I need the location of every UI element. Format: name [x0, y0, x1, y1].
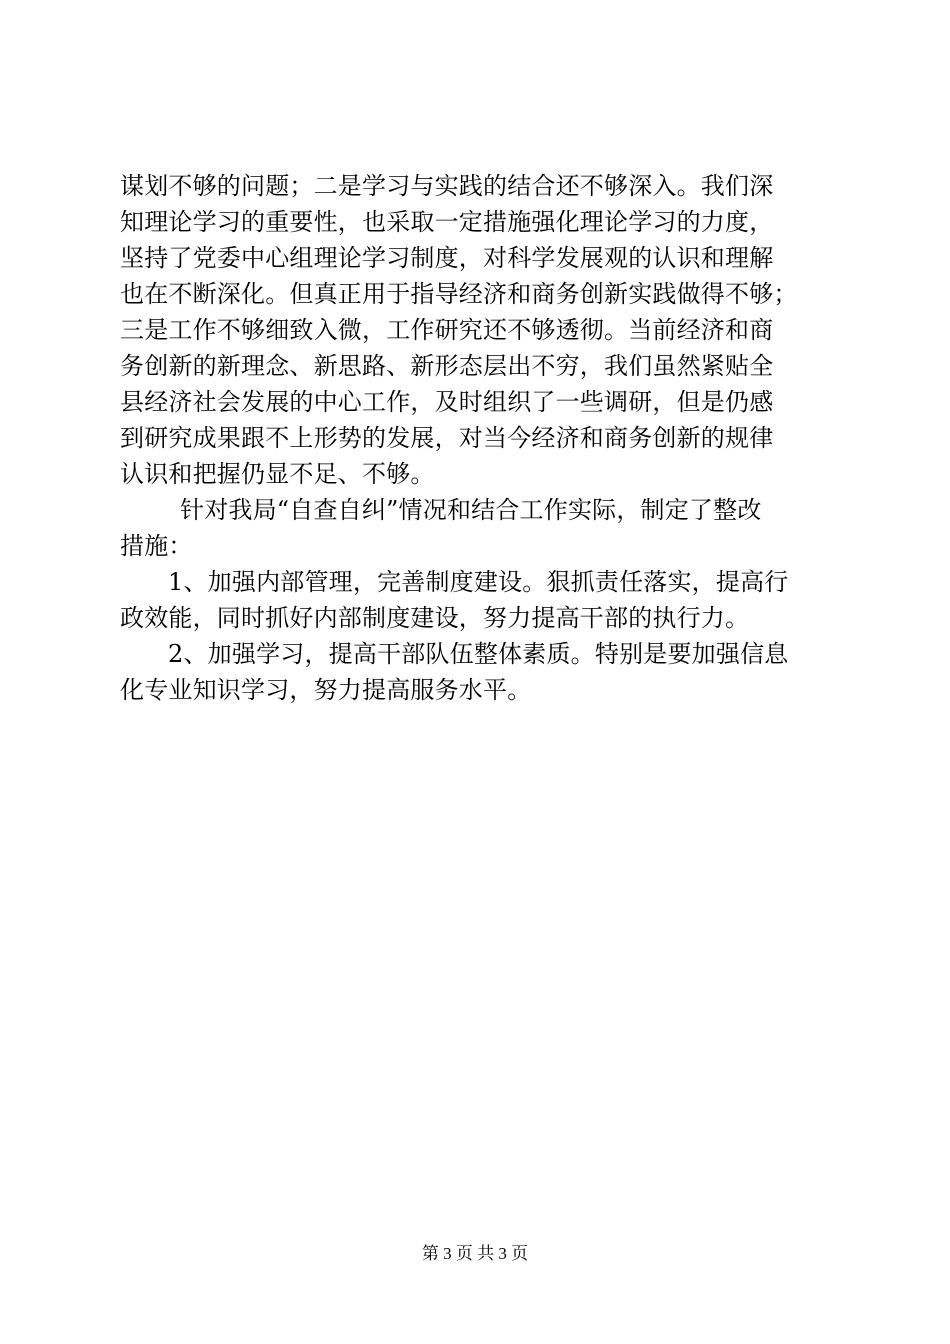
paragraph-start-line: 针对我局“自查自纠”情况和结合工作实际，制定了整改 [180, 496, 762, 524]
text-line: 务创新的新理念、新思路、新形态层出不穷，我们虽然紧贴全 [120, 352, 774, 380]
text-line: 措施： [120, 532, 193, 560]
text-line: 三是工作不够细致入微，工作研究还不够透彻。当前经济和商 [120, 316, 774, 344]
document-body [120, 168, 840, 708]
text-line: 也在不断深化。但真正用于指导经济和商务创新实践做得不够； [120, 280, 798, 308]
list-item-2-start: 2、加强学习，提高干部队伍整体素质。特别是要加强信息 [168, 640, 789, 668]
text-line: 坚持了党委中心组理论学习制度，对科学发展观的认识和理解 [120, 244, 774, 272]
text-line: 知理论学习的重要性，也采取一定措施强化理论学习的力度， [120, 208, 774, 236]
text-line: 化专业知识学习，努力提高服务水平。 [120, 676, 532, 704]
page-number-footer: 第 3 页 共 3 页 [421, 1244, 529, 1263]
list-item-1-start: 1、加强内部管理，完善制度建设。狠抓责任落实，提高行 [168, 568, 789, 596]
text-line: 认识和把握仍显不足、不够。 [120, 460, 435, 488]
text-line: 谋划不够的问题；二是学习与实践的结合还不够深入。我们深 [120, 172, 774, 200]
text-line: 到研究成果跟不上形势的发展，对当今经济和商务创新的规律 [120, 424, 774, 452]
text-line: 县经济社会发展的中心工作，及时组织了一些调研，但是仍感 [120, 388, 774, 416]
text-line: 政效能，同时抓好内部制度建设，努力提高干部的执行力。 [120, 604, 750, 632]
